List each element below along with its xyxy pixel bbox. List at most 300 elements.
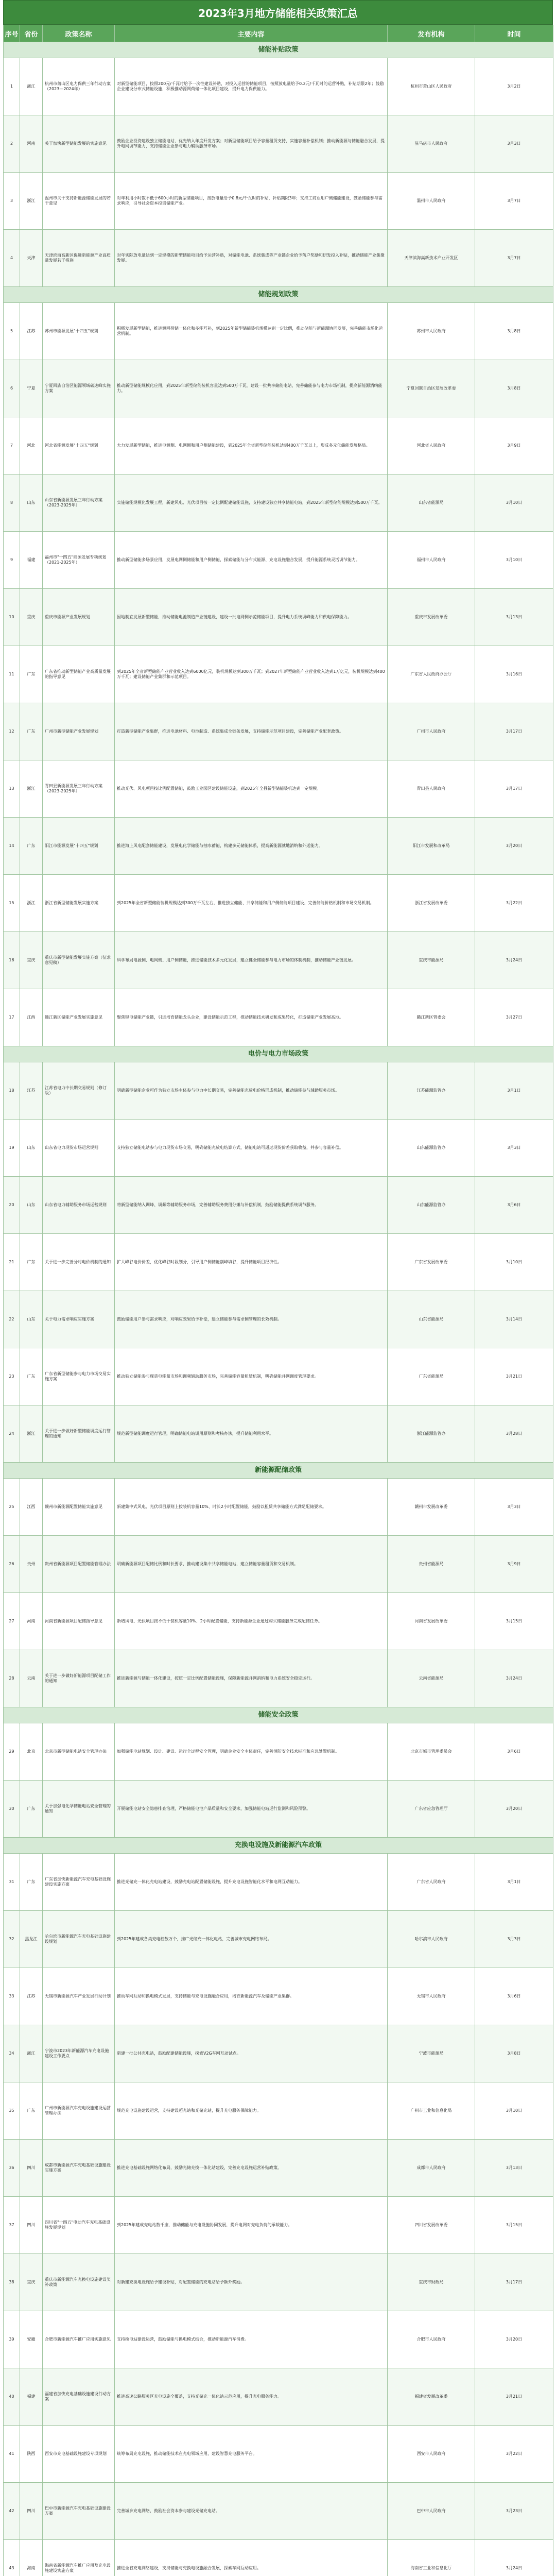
cell-province: 广东 [20, 646, 43, 703]
cell-date: 3月15日 [475, 1593, 553, 1650]
cell-issuer: 山东省能源局 [388, 1291, 475, 1348]
cell-policy-name: 成都市新能源汽车充电基础设施建设实施方案 [43, 2140, 115, 2197]
cell-policy-name: 山东省电力辅助服务市场运营规则 [43, 1177, 115, 1234]
table-row [4, 989, 553, 1046]
cell-no: 34 [4, 2025, 20, 2082]
cell-no: 35 [4, 2082, 20, 2140]
cell-content: 明确新能源项目配储比例和时长要求，推动建设集中共享储能电站，建立储能容量租赁和交易机制。 [115, 1536, 388, 1593]
cell-no: 3 [4, 173, 20, 230]
cell-province: 福建 [20, 2368, 43, 2426]
cell-issuer: 山东省能源局 [388, 474, 475, 532]
cell-policy-name: 阳江市能源发展"十四五"规划 [43, 818, 115, 875]
cell-date: 3月23日 [475, 2483, 553, 2540]
cell-issuer: 河南省发展改革委 [388, 1593, 475, 1650]
cell-issuer: 重庆市发展改革委 [388, 589, 475, 646]
table-row [4, 1062, 553, 1120]
cell-date: 3月24日 [475, 2540, 553, 2576]
header-policy: 政策名称 [43, 25, 115, 42]
cell-content: 科学布局电源侧、电网侧、用户侧储能，推进储能技术多元化发展，建立健全储能参与电力市场的体制机制，推动储能产业链发展。 [115, 932, 388, 989]
table-row [4, 932, 553, 989]
cell-no: 21 [4, 1234, 20, 1291]
cell-no: 43 [4, 2540, 20, 2576]
cell-date: 3月24日 [475, 1650, 553, 1707]
cell-issuer: 赣州市发展改革委 [388, 1479, 475, 1536]
category-row [4, 1838, 553, 1854]
cell-content: 聚焦锂电储能产业链，引进培育储能龙头企业，建设储能示范工程，推动储能技术研发和成果转化，打造储能产业发展高地。 [115, 989, 388, 1046]
cell-issuer: 巴中市人民政府 [388, 2483, 475, 2540]
cell-date: 3月10日 [475, 532, 553, 589]
header-no: 序号 [4, 25, 20, 42]
cell-policy-name: 温州市关于支持新能源储能发展的若干意见 [43, 173, 115, 230]
cell-no: 2 [4, 115, 20, 173]
cell-issuer: 浙江省发展改革委 [388, 875, 475, 932]
table-row [4, 2140, 553, 2197]
cell-issuer: 重庆市能源局 [388, 932, 475, 989]
cell-policy-name: 巴中市新能源汽车充电基础设施建设方案 [43, 2483, 115, 2540]
cell-content: 规范新型储能调度运行管理，明确储能电站调用原则和考核办法，提升储能利用水平。 [115, 1405, 388, 1463]
header-date: 时间 [475, 25, 553, 42]
cell-content: 对年实际放电量达到一定规模的新型储能项目给予运营补贴，对储能电池、系统集成等产业链企业给予落户奖励和研发投入补贴，推动储能产业集聚发展。 [115, 230, 388, 287]
table-row [4, 1479, 553, 1536]
cell-issuer: 温州市人民政府 [388, 173, 475, 230]
cell-province: 江苏 [20, 1062, 43, 1120]
cell-province: 四川 [20, 2483, 43, 2540]
cell-policy-name: 四川省"十四五"电动汽车充电基础设施发展规划 [43, 2197, 115, 2254]
cell-no: 8 [4, 474, 20, 532]
cell-content: 开展储能电站安全隐患排查治理，严格储能电池产品质量和安全要求，加强储能电站运行监测和风险预警。 [115, 1781, 388, 1838]
cell-date: 3月27日 [475, 989, 553, 1046]
cell-policy-name: 关于电力需求响应实施方案 [43, 1291, 115, 1348]
cell-issuer: 福建省发展改革委 [388, 2368, 475, 2426]
cell-content: 推动车网互动和换电模式发展，支持储能与充电设施融合应用，培育新能源汽车及储能产业集群。 [115, 1968, 388, 2025]
cell-content: 推动光伏、风电项目按比例配置储能，鼓励工业园区建设储能设施，到2025年全县新型储能装机达到一定规模。 [115, 760, 388, 818]
cell-issuer: 无锡市人民政府 [388, 1968, 475, 2025]
cell-province: 重庆 [20, 2254, 43, 2311]
cell-policy-name: 宁夏回族自治区能源领域碳达峰实施方案 [43, 360, 115, 417]
cell-issuer: 宁夏回族自治区发展改革委 [388, 360, 475, 417]
cell-date: 3月7日 [475, 173, 553, 230]
table-row [4, 173, 553, 230]
cell-province: 浙江 [20, 1405, 43, 1463]
cell-content: 推动新型储能多场景应用，发展电网侧储能和用户侧储能，探索储能与分布式能源、充电设施融合发展，提升能源系统灵活调节能力。 [115, 532, 388, 589]
cell-no: 25 [4, 1479, 20, 1536]
cell-issuer: 北京市城市管理委员会 [388, 1723, 475, 1781]
cell-policy-name: 河南省新能源项目配储指导意见 [43, 1593, 115, 1650]
cell-no: 18 [4, 1062, 20, 1120]
category-label: 新能源配储政策 [4, 1463, 553, 1479]
cell-policy-name: 福州市"十四五"能源发展专项规划（2021-2025年） [43, 532, 115, 589]
cell-date: 3月20日 [475, 1781, 553, 1838]
cell-content: 鼓励储能用户参与需求响应，对响应效果给予补偿，建立储能参与需求侧管理的长效机制。 [115, 1291, 388, 1348]
cell-date: 3月1日 [475, 1062, 553, 1120]
cell-policy-name: 山东省电力现货市场运营规则 [43, 1120, 115, 1177]
cell-province: 浙江 [20, 760, 43, 818]
cell-content: 鼓励企业投资建设独立储能电站，优先纳入年度开发方案；对新型储能项目给予容量租赁支持，实施容量补偿机制；推动新能源与储能融合发展，提升电网调节能力，支持储能企业参与电力辅助服务市场。 [115, 115, 388, 173]
cell-issuer: 青田县人民政府 [388, 760, 475, 818]
cell-no: 22 [4, 1291, 20, 1348]
category-row [4, 1046, 553, 1062]
cell-issuer: 广东省应急管理厅 [388, 1781, 475, 1838]
table-row [4, 1650, 553, 1707]
cell-no: 39 [4, 2311, 20, 2368]
table-row [4, 703, 553, 760]
category-label: 储能安全政策 [4, 1707, 553, 1723]
cell-policy-name: 无锡市新能源汽车产业发展行动计划 [43, 1968, 115, 2025]
policy-table [3, 25, 553, 2576]
cell-policy-name: 福建省加快充电基础设施建设行动方案 [43, 2368, 115, 2426]
cell-issuer: 宁波市能源局 [388, 2025, 475, 2082]
cell-no: 37 [4, 2197, 20, 2254]
cell-content: 推进高速公路服务区充电设施全覆盖，支持光储充一体化站示范应用，提升充电服务能力。 [115, 2368, 388, 2426]
category-label: 储能规划政策 [4, 287, 553, 303]
cell-date: 3月14日 [475, 1291, 553, 1348]
cell-content: 推进新能源与储能一体化建设，按照一定比例配置储能设施，保障新能源并网消纳和电力系统安全稳定运行。 [115, 1650, 388, 1707]
cell-content: 推动新型储能规模化应用，到2025年新型储能装机容量达到500万千瓦，建设一批共享储能电站，完善储能参与电力市场机制，提高新能源消纳能力。 [115, 360, 388, 417]
cell-content: 到2025年全省新型储能产业营业收入达到6000亿元，装机规模达到300万千瓦；到2027年新型储能产业营业收入达到1万亿元，装机规模达到400万千瓦；建设储能产业集群和示范项目。 [115, 646, 388, 703]
cell-no: 14 [4, 818, 20, 875]
cell-content: 新建一批公共充电站，鼓励配建储能设施，探索V2G车网互动试点。 [115, 2025, 388, 2082]
table-row [4, 2082, 553, 2140]
cell-date: 3月9日 [475, 417, 553, 474]
cell-issuer: 阳江市发展和改革局 [388, 818, 475, 875]
category-label: 充换电设施及新能源汽车政策 [4, 1838, 553, 1854]
cell-no: 19 [4, 1120, 20, 1177]
table-row [4, 532, 553, 589]
cell-date: 3月3日 [475, 1120, 553, 1177]
table-row [4, 115, 553, 173]
cell-date: 3月28日 [475, 1405, 553, 1463]
cell-no: 15 [4, 875, 20, 932]
cell-province: 浙江 [20, 2025, 43, 2082]
cell-date: 3月6日 [475, 1968, 553, 2025]
cell-province: 山东 [20, 1177, 43, 1234]
cell-no: 20 [4, 1177, 20, 1234]
table-row [4, 1291, 553, 1348]
cell-no: 12 [4, 703, 20, 760]
cell-issuer: 赣江新区管委会 [388, 989, 475, 1046]
table-row [4, 474, 553, 532]
cell-issuer: 苏州市人民政府 [388, 303, 475, 360]
cell-policy-name: 关于进一步完善分时电价机制的通知 [43, 1234, 115, 1291]
cell-policy-name: 重庆市能源产业发展规划 [43, 589, 115, 646]
cell-date: 3月3日 [475, 1479, 553, 1536]
cell-issuer: 成都市人民政府 [388, 2140, 475, 2197]
cell-province: 江苏 [20, 1968, 43, 2025]
cell-no: 36 [4, 2140, 20, 2197]
cell-province: 广东 [20, 1781, 43, 1838]
cell-issuer: 广东省人民政府办公厅 [388, 646, 475, 703]
cell-no: 31 [4, 1854, 20, 1911]
category-row [4, 1463, 553, 1479]
cell-date: 3月17日 [475, 2254, 553, 2311]
cell-content: 积极发展新型储能，推进源网荷储一体化和多能互补，到2025年新型储能装机规模达到一定比例，推动储能与新能源协同发展，完善储能市场化运营机制。 [115, 303, 388, 360]
table-row [4, 818, 553, 875]
cell-no: 6 [4, 360, 20, 417]
cell-province: 重庆 [20, 932, 43, 989]
cell-no: 1 [4, 58, 20, 115]
cell-policy-name: 合肥市新能源汽车推广应用实施意见 [43, 2311, 115, 2368]
cell-date: 3月8日 [475, 2025, 553, 2082]
cell-no: 32 [4, 1911, 20, 1968]
cell-policy-name: 天津滨海高新区促进新能源产业高质量发展若干措施 [43, 230, 115, 287]
cell-province: 天津 [20, 230, 43, 287]
cell-content: 将新型储能纳入调峰、调频等辅助服务市场，完善辅助服务费用分摊与补偿机制，鼓励储能提供系统调节服务。 [115, 1177, 388, 1234]
cell-content: 到2025年建成各类充电桩数万个，推广光储充一体化电站，完善城市充电网络布局。 [115, 1911, 388, 1968]
cell-province: 河北 [20, 417, 43, 474]
cell-date: 3月9日 [475, 1536, 553, 1593]
cell-date: 3月1日 [475, 1854, 553, 1911]
cell-policy-name: 关于进一步做好新型储能调度运行管理的通知 [43, 1405, 115, 1463]
cell-date: 3月3日 [475, 115, 553, 173]
cell-content: 统筹布局充电设施，推动储能技术在充电领域应用，建设智慧充电服务平台。 [115, 2426, 388, 2483]
page-title: 2023年3月地方储能相关政策汇总 [3, 0, 553, 25]
cell-no: 28 [4, 1650, 20, 1707]
cell-province: 广东 [20, 1348, 43, 1405]
cell-province: 江西 [20, 1479, 43, 1536]
table-row [4, 360, 553, 417]
cell-content: 新建集中式风电、光伏项目原则上按装机容量10%、时长2小时配置储能，鼓励以租赁共享储能方式满足配储要求。 [115, 1479, 388, 1536]
cell-policy-name: 赣州市新能源配置储能实施意见 [43, 1479, 115, 1536]
table-row [4, 1120, 553, 1177]
table-row [4, 875, 553, 932]
cell-content: 大力发展新型储能，推进电源侧、电网侧和用户侧储能建设，到2025年全省新型储能装机达到400万千瓦以上，形成多元化储能发展格局。 [115, 417, 388, 474]
cell-issuer: 云南省能源局 [388, 1650, 475, 1707]
cell-no: 16 [4, 932, 20, 989]
cell-date: 3月8日 [475, 360, 553, 417]
cell-province: 安徽 [20, 2311, 43, 2368]
cell-policy-name: 关于加快新型储能发展的实施意见 [43, 115, 115, 173]
table-row [4, 1405, 553, 1463]
cell-issuer: 西安市人民政府 [388, 2426, 475, 2483]
table-row [4, 58, 553, 115]
cell-policy-name: 广州市新型储能产业发展规划 [43, 703, 115, 760]
cell-issuer: 山东能源监管办 [388, 1177, 475, 1234]
cell-content: 推动独立储能参与现货电能量市场和调频辅助服务市场，完善储能容量租赁机制，明确储能并网调度管理要求。 [115, 1348, 388, 1405]
table-row [4, 2197, 553, 2254]
cell-date: 3月6日 [475, 1723, 553, 1781]
cell-province: 广东 [20, 1854, 43, 1911]
table-row [4, 1854, 553, 1911]
cell-date: 3月6日 [475, 1177, 553, 1234]
cell-content: 明确新型储能企业可作为独立市场主体参与电力中长期交易，完善储能充放电价格形成机制，推动储能参与辅助服务市场。 [115, 1062, 388, 1120]
cell-date: 3月16日 [475, 646, 553, 703]
table-row [4, 1968, 553, 2025]
cell-content: 扩大峰谷电价价差，优化峰谷时段划分，引导用户侧储能削峰填谷，提升储能项目经济性。 [115, 1234, 388, 1291]
cell-content: 推进充电基础设施网络化布局，鼓励光储充换一体化站建设，完善充电设施运营补贴政策。 [115, 2140, 388, 2197]
cell-no: 7 [4, 417, 20, 474]
cell-province: 广东 [20, 818, 43, 875]
cell-date: 3月2日 [475, 58, 553, 115]
cell-policy-name: 西安市充电基础设施建设专项规划 [43, 2426, 115, 2483]
cell-policy-name: 重庆市新能源汽车充换电设施建设奖补政策 [43, 2254, 115, 2311]
cell-province: 浙江 [20, 173, 43, 230]
cell-no: 17 [4, 989, 20, 1046]
cell-no: 23 [4, 1348, 20, 1405]
header-content: 主要内容 [115, 25, 388, 42]
cell-issuer: 合肥市人民政府 [388, 2311, 475, 2368]
cell-issuer: 贵州省能源局 [388, 1536, 475, 1593]
table-header-row [4, 25, 553, 42]
cell-issuer: 河北省人民政府 [388, 417, 475, 474]
cell-content: 对新型储能项目，按照200元/千瓦时给予一次性建设补贴，对投入运营的储能项目，按照放电量给予0.2元/千瓦时的运营补贴，补贴期限2年；鼓励企业建设分布式储能设施，积极推动源网荷储一体化项目建设，提升电力保供能力。 [115, 58, 388, 115]
cell-issuer: 天津滨海高新技术产业开发区 [388, 230, 475, 287]
cell-issuer: 杭州市萧山区人民政府 [388, 58, 475, 115]
cell-issuer: 山东能源监管办 [388, 1120, 475, 1177]
table-row [4, 2540, 553, 2576]
cell-province: 四川 [20, 2197, 43, 2254]
cell-content: 推进海上风电配套储能建设，发展电化学储能与抽水蓄能，构建多元储能体系，提高新能源就地消纳和外送能力。 [115, 818, 388, 875]
cell-province: 贵州 [20, 1536, 43, 1593]
cell-issuer: 四川省发展改革委 [388, 2197, 475, 2254]
cell-issuer: 福州市人民政府 [388, 532, 475, 589]
cell-date: 3月24日 [475, 932, 553, 989]
cell-province: 海南 [20, 2540, 43, 2576]
cell-issuer: 广州市人民政府 [388, 703, 475, 760]
cell-province: 广东 [20, 1234, 43, 1291]
cell-province: 山东 [20, 1291, 43, 1348]
table-row [4, 1234, 553, 1291]
cell-issuer: 浙江能源监管办 [388, 1405, 475, 1463]
cell-issuer: 驻马店市人民政府 [388, 115, 475, 173]
cell-issuer: 广州市工业和信息化局 [388, 2082, 475, 2140]
cell-date: 3月13日 [475, 2140, 553, 2197]
cell-province: 陕西 [20, 2426, 43, 2483]
cell-policy-name: 贵州省新能源项目配置储能管理办法 [43, 1536, 115, 1593]
cell-date: 3月21日 [475, 2368, 553, 2426]
cell-content: 对新建充换电设施给予建设补贴，对配置储能的充电站给予额外奖励。 [115, 2254, 388, 2311]
table-row [4, 2368, 553, 2426]
cell-date: 3月10日 [475, 1234, 553, 1291]
cell-content: 对年利用小时数不低于600小时的新型储能项目，按放电量给予0.8元/千瓦时的补贴，补贴期限3年；支持工商业用户侧储能建设，鼓励储能参与需求响应，引导社会资本投资储能产业。 [115, 173, 388, 230]
cell-policy-name: 关于进一步做好新能源项目配储工作的通知 [43, 1650, 115, 1707]
cell-issuer: 广东省人民政府 [388, 1854, 475, 1911]
header-province: 省份 [20, 25, 43, 42]
cell-policy-name: 重庆市新型储能发展实施方案（征求意见稿） [43, 932, 115, 989]
cell-province: 浙江 [20, 875, 43, 932]
cell-date: 3月15日 [475, 2197, 553, 2254]
cell-province: 云南 [20, 1650, 43, 1707]
table-row [4, 589, 553, 646]
cell-policy-name: 青田县新能源发展三年行动方案（2023-2025年） [43, 760, 115, 818]
cell-no: 42 [4, 2483, 20, 2540]
cell-province: 广东 [20, 2082, 43, 2140]
cell-date: 3月17日 [475, 703, 553, 760]
cell-province: 浙江 [20, 58, 43, 115]
cell-no: 10 [4, 589, 20, 646]
cell-date: 3月22日 [475, 2426, 553, 2483]
cell-date: 3月8日 [475, 303, 553, 360]
table-row [4, 1348, 553, 1405]
cell-date: 3月13日 [475, 589, 553, 646]
cell-content: 推进光储充一体化充电站建设，鼓励充电站配置储能设施，提升充电设施智能化水平和电网互动能力。 [115, 1854, 388, 1911]
table-row [4, 1536, 553, 1593]
cell-policy-name: 广东省新型储能参与电力市场交易实施方案 [43, 1348, 115, 1405]
table-row [4, 2483, 553, 2540]
table-body [4, 42, 553, 2576]
cell-issuer: 广东省能源局 [388, 1348, 475, 1405]
cell-province: 山东 [20, 474, 43, 532]
cell-content: 新增风电、光伏项目按不低于装机容量10%、2小时配置储能，支持新能源企业通过购买储能服务完成配储任务。 [115, 1593, 388, 1650]
table-row [4, 417, 553, 474]
cell-province: 河南 [20, 1593, 43, 1650]
cell-policy-name: 北京市新型储能电站安全管理办法 [43, 1723, 115, 1781]
table-row [4, 1781, 553, 1838]
cell-no: 5 [4, 303, 20, 360]
cell-no: 41 [4, 2426, 20, 2483]
cell-province: 重庆 [20, 589, 43, 646]
cell-province: 江苏 [20, 303, 43, 360]
cell-province: 四川 [20, 2140, 43, 2197]
cell-content: 完善城乡充电网络，鼓励社会资本参与建设光储充电站。 [115, 2483, 388, 2540]
cell-no: 13 [4, 760, 20, 818]
cell-province: 广东 [20, 703, 43, 760]
table-row [4, 2254, 553, 2311]
cell-date: 3月10日 [475, 474, 553, 532]
cell-no: 4 [4, 230, 20, 287]
cell-issuer: 广东省发展改革委 [388, 1234, 475, 1291]
cell-no: 29 [4, 1723, 20, 1781]
cell-province: 北京 [20, 1723, 43, 1781]
cell-date: 3月7日 [475, 230, 553, 287]
cell-no: 40 [4, 2368, 20, 2426]
category-label: 电价与电力市场政策 [4, 1046, 553, 1062]
header-issuer: 发布机构 [388, 25, 475, 42]
cell-content: 打造新型储能产业集群，推进电池材料、电池制造、系统集成全链条发展，支持储能示范项目建设，完善储能产业配套政策。 [115, 703, 388, 760]
cell-no: 27 [4, 1593, 20, 1650]
category-row [4, 1707, 553, 1723]
cell-issuer: 哈尔滨市人民政府 [388, 1911, 475, 1968]
cell-no: 24 [4, 1405, 20, 1463]
cell-policy-name: 广东省推动新型储能产业高质量发展的指导意见 [43, 646, 115, 703]
cell-province: 福建 [20, 532, 43, 589]
cell-content: 规范充电设施建设运营，支持建设超充站和光储充站，提升充电服务保障能力。 [115, 2082, 388, 2140]
table-row [4, 1911, 553, 1968]
cell-policy-name: 浙江省新型储能发展实施方案 [43, 875, 115, 932]
table-row [4, 303, 553, 360]
category-row [4, 42, 553, 58]
cell-no: 33 [4, 1968, 20, 2025]
table-row [4, 1593, 553, 1650]
cell-issuer: 海南省工业和信息化厅 [388, 2540, 475, 2576]
table-row [4, 646, 553, 703]
cell-province: 宁夏 [20, 360, 43, 417]
cell-policy-name: 关于加强电化学储能电站安全管理的通知 [43, 1781, 115, 1838]
cell-date: 3月22日 [475, 875, 553, 932]
cell-policy-name: 海南省新能源汽车推广应用及充电设施建设实施方案 [43, 2540, 115, 2576]
cell-content: 推进全省充电网络建设，支持储能与充换电设施融合发展，探索车网互动应用。 [115, 2540, 388, 2576]
cell-content: 到2025年建成充电站数千座，推动储能与充电设施协同发展，提升电网对充电负荷的承载能力。 [115, 2197, 388, 2254]
table-row [4, 1723, 553, 1781]
table-row [4, 2426, 553, 2483]
table-row [4, 230, 553, 287]
cell-issuer: 江苏能源监管办 [388, 1062, 475, 1120]
cell-content: 实施储能规模化发展工程，新建风电、光伏项目按一定比例配建储能设施，支持建设独立共享储能电站，到2025年新型储能规模达到500万千瓦。 [115, 474, 388, 532]
cell-date: 3月17日 [475, 760, 553, 818]
cell-content: 支持独立储能电站参与电力现货市场交易，明确储能充放电结算方式，储能电站可通过现货价差获取收益，并参与容量补偿。 [115, 1120, 388, 1177]
cell-policy-name: 赣江新区储能产业发展实施意见 [43, 989, 115, 1046]
cell-policy-name: 江苏省电力中长期交易规则（修订版） [43, 1062, 115, 1120]
table-row [4, 1177, 553, 1234]
cell-date: 3月3日 [475, 1911, 553, 1968]
cell-policy-name: 山东省新能源发展三年行动方案（2023-2025年） [43, 474, 115, 532]
cell-content: 支持换电站建设运营，鼓励储能与换电模式结合，推动新能源汽车消费。 [115, 2311, 388, 2368]
cell-no: 30 [4, 1781, 20, 1838]
cell-province: 黑龙江 [20, 1911, 43, 1968]
cell-no: 38 [4, 2254, 20, 2311]
cell-no: 11 [4, 646, 20, 703]
cell-policy-name: 河北省能源发展"十四五"规划 [43, 417, 115, 474]
table-row [4, 2311, 553, 2368]
